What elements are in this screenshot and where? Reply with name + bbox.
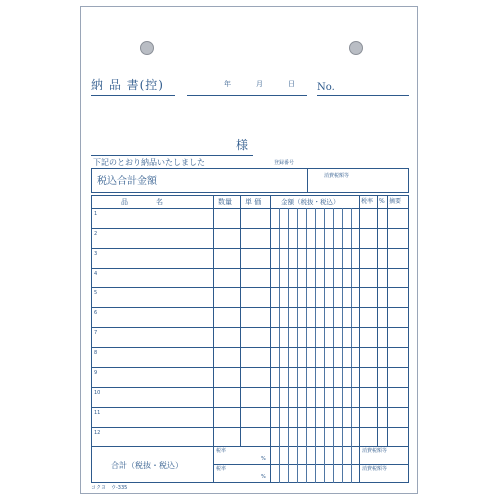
row-number: 1 bbox=[94, 211, 98, 217]
header-item-name: 品 名 bbox=[121, 198, 163, 206]
header-quantity: 数量 bbox=[218, 198, 232, 206]
amount-digit-line bbox=[333, 208, 334, 483]
row-number: 4 bbox=[94, 271, 98, 277]
header-amount: 金額（税抜・税込） bbox=[281, 198, 340, 206]
row-number: 11 bbox=[94, 410, 101, 416]
amount-digit-line bbox=[306, 208, 307, 483]
table-row-divider bbox=[91, 268, 409, 269]
customer-underline bbox=[91, 155, 253, 156]
row-number: 12 bbox=[94, 430, 101, 436]
amount-digit-line bbox=[351, 208, 352, 483]
date-underline bbox=[187, 95, 307, 96]
footer-consumption-tax-1: 消費税額等 bbox=[362, 448, 388, 454]
delivery-message: 下記のとおり納品いたしました bbox=[93, 158, 205, 167]
amount-digit-line bbox=[315, 208, 316, 483]
amount-digit-line bbox=[342, 208, 343, 483]
month-label: 月 bbox=[256, 80, 263, 88]
number-label: No. bbox=[317, 82, 335, 93]
amount-digit-line bbox=[324, 208, 325, 483]
col-remarks-line bbox=[387, 195, 388, 446]
table-footer-divider bbox=[91, 446, 409, 447]
col-taxrate-line bbox=[359, 195, 360, 483]
year-label: 年 bbox=[224, 80, 231, 88]
row-number: 5 bbox=[94, 290, 98, 296]
table-row-divider bbox=[91, 347, 409, 348]
row-number: 3 bbox=[94, 251, 98, 257]
number-underline bbox=[317, 95, 409, 96]
header-unit-price: 単 価 bbox=[245, 198, 262, 206]
row-number: 9 bbox=[94, 370, 98, 376]
footer-tax-rate-2: 税率 bbox=[216, 466, 227, 472]
footer-tax-rate-1: 税率 bbox=[216, 448, 227, 454]
table-row-divider bbox=[91, 327, 409, 328]
product-code: コクヨ ウ-335 bbox=[91, 485, 128, 491]
consumption-tax-label: 消費税額等 bbox=[324, 173, 350, 179]
table-row-divider bbox=[91, 248, 409, 249]
col-percent-line bbox=[377, 195, 378, 446]
table-row-divider bbox=[91, 287, 409, 288]
footer-middle-line bbox=[213, 464, 409, 465]
footer-total-label: 合計（税抜・税込） bbox=[111, 461, 183, 470]
footer-consumption-tax-2: 消費税額等 bbox=[362, 466, 388, 472]
table-row-divider bbox=[91, 387, 409, 388]
table-row-divider bbox=[91, 307, 409, 308]
items-table bbox=[91, 195, 409, 483]
table-header-divider bbox=[91, 208, 409, 209]
row-number: 8 bbox=[94, 350, 98, 356]
footer-percent-1: % bbox=[261, 456, 266, 462]
registration-number-label: 登録番号 bbox=[274, 160, 295, 166]
table-row-divider bbox=[91, 228, 409, 229]
header-percent: % bbox=[379, 198, 385, 205]
customer-honorific: 様 bbox=[236, 138, 249, 152]
row-number: 6 bbox=[94, 310, 98, 316]
title-underline bbox=[91, 95, 175, 96]
row-number: 2 bbox=[94, 231, 98, 237]
amount-digit-line bbox=[288, 208, 289, 483]
header-tax-rate: 税率 bbox=[361, 198, 374, 205]
header-remarks: 摘要 bbox=[389, 198, 402, 205]
day-label: 日 bbox=[288, 80, 295, 88]
table-row-divider bbox=[91, 407, 409, 408]
total-amount-label: 税込合計金額 bbox=[97, 176, 157, 187]
row-number: 10 bbox=[94, 390, 101, 396]
col-unit-line bbox=[240, 195, 241, 446]
amount-digit-line bbox=[297, 208, 298, 483]
footer-percent-2: % bbox=[261, 474, 266, 480]
col-amount-line bbox=[270, 195, 271, 483]
amount-digit-line bbox=[279, 208, 280, 483]
table-row-divider bbox=[91, 367, 409, 368]
table-row-divider bbox=[91, 427, 409, 428]
row-number: 7 bbox=[94, 330, 98, 336]
document-title: 納 品 書(控) bbox=[91, 78, 164, 92]
punch-hole-right bbox=[349, 41, 363, 55]
col-qty-line bbox=[213, 195, 214, 483]
punch-hole-left bbox=[140, 41, 154, 55]
delivery-slip-sheet bbox=[80, 6, 418, 494]
total-box-divider bbox=[307, 168, 308, 193]
